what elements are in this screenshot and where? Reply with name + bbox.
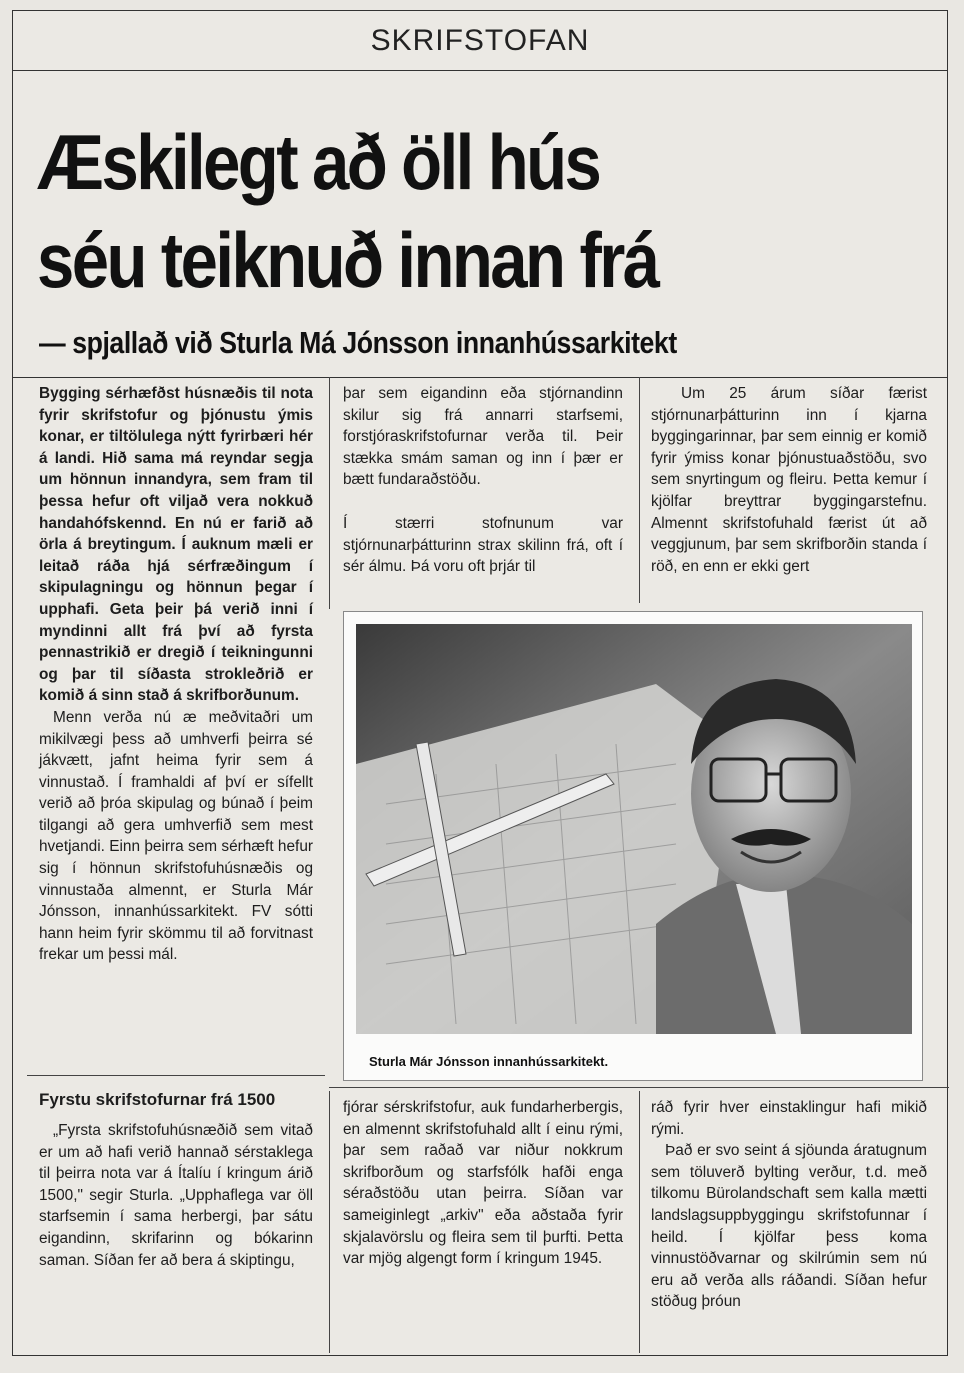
body-paragraph: Í stærri stofnunum var stjórnunarþátturinn strax skilinn frá, oft í sér álmu. Þá voru oft þrjár til [343,514,623,576]
column-3-bottom [651,1097,927,1313]
column-1-lower [39,1089,313,1271]
column-rule [639,377,640,603]
headline-line-2: séu teiknuð innan frá [37,216,658,304]
column-1-divider [27,1075,325,1076]
body-paragraph: þar sem eigandinn eða stjórnandinn skilur sig frá annarri starfsemi, forstjóraskrifstofurnar verða til. Þeir stækka smám saman og inn í þær er bætt fundaraðstöðu. [343,385,623,489]
lead-paragraph: Bygging sérhæfðst húsnæðis til nota fyrir skrifstofur og þjónustu ýmis konar, er tiltölulega nýtt fyrirbæri hér á landi. Hið sama má reyndar segja um hönnun innandyra, sem fram til þessa hefur oft viljað vera nokkuð handahófskennd. En nú er farið að örla á breytingum. Í auknum mæli er leitað ráða hjá sérfræðingum í skipulagningu og hönnun þegar í upphafi. Geta þeir þá verið inni í myndinni allt frá því að fyrsta pennastrikið er dregið í teikningunni og þar til síðasta strokleðrið er komið á sinn stað á skrifborðunum. [39,385,313,705]
column-3-top [651,383,927,577]
body-paragraph: Menn verða nú æ meðvitaðri um mikilvægi þess að umhverfi þeirra sé jákvætt, jafnt heima fyrir sem á vinnustað. Í framhaldi af því er sífellt verið að þróa skipulag og búnað í þeim tilgangi að gera umhverfið sem mest hvetjandi. Einn þeirra sem sérhæft hefur sig í hönnun skrifstofuhúsnæðis og vinnustaða almennt, er Sturla Már Jónsson, innanhússarkitekt. FV sótti hann heim fyrir skömmu til að forvitnast frekar um þessi mál. [39,708,313,964]
column-rule [329,377,330,609]
body-paragraph: „Fyrsta skrifstofuhúsnæðið sem vitað er um að hafi verið hannað sérstaklega til þeirra nota var á Ítalíu í kringum árið 1500," segir Sturla. „Upphaflega var öll starfsemin í sama herbergi, þar sátu eigandinn, skrifarinn og bókarinn saman. Síðan fer að bera á skiptingu, [39,1122,313,1269]
headline-divider [13,377,947,378]
page-frame [12,10,948,1356]
column-2-bottom [343,1097,623,1270]
photo-bottom-divider [329,1087,949,1088]
section-label: SKRIFSTOFAN [13,11,947,71]
column-2-top [343,383,623,578]
body-paragraph: fjórar sérskrifstofur, auk fundarherbergis, en almennt skrifstofuhald allt í einu rými, þar sem raðað var niður nokkrum skrifborðum og starfsfólk hafði enga séraðstöðu utan þeirra. Síðan var sameiginlegt „arkiv" eða aðstaða fyrir skjalavörslu og fleira sem til þurfti. Þetta var mjög algengt form í kringum 1945. [343,1099,623,1268]
photo-caption: Sturla Már Jónsson innanhússarkitekt. [369,1054,609,1069]
column-rule [639,1091,640,1353]
photo-illustration [356,624,912,1034]
body-paragraph: ráð fyrir hver einstaklingur hafi mikið rými. [651,1099,927,1138]
body-paragraph: Það er svo seint á sjöunda áratugnum sem töluverð bylting verður, t.d. með tilkomu Bürolandschaft sem kalla mætti landslagsuppbyggingu skrifstofunnar í heild. Í kjölfar þess koma vinnustöðvarnar og skilrúmin sem nú eru að verða alls ráðandi. Síðan hefur stöðug þróun [651,1142,927,1311]
column-rule [329,1091,330,1353]
portrait-photo [343,611,923,1081]
section-subheading: Fyrstu skrifstofurnar frá 1500 [39,1090,276,1109]
body-paragraph: Um 25 árum síðar færist stjórnunarþátturinn inn í kjarna byggingarinnar, þar sem einnig er komið fyrir ýmiss konar þjónustuaðstöðu, svo sem snyrtingum og fleiru. Þetta kemur í kjölfar breyttrar byggingarstefnu. Almennt skrifstofuhald færist út að veggjunum, þar sem skrifborðin standa í röð, en enn er ekki gert [651,385,927,575]
column-1 [39,383,313,966]
headline [37,113,794,309]
headline-line-1: Æskilegt að öll hús [37,118,600,206]
subheadline: — spjallað við Sturla Má Jónsson innanhússarkitekt [39,325,677,360]
